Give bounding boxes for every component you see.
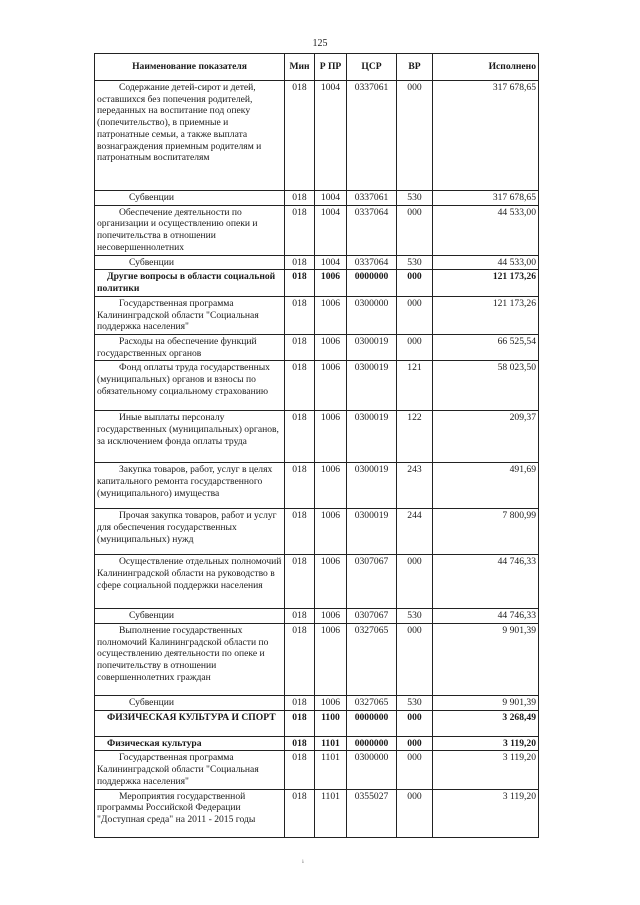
row-name-cell [95, 509, 285, 555]
row-vr-cell: 000 [397, 789, 433, 837]
table-row [95, 789, 539, 837]
row-amount-cell: 121 173,26 [433, 296, 539, 334]
row-name-text: Закупка товаров, работ, услуг в целях капитального ремонта государственного (муниципального) имущества [97, 464, 273, 499]
row-csr-cell: 0300019 [347, 361, 397, 411]
table-row [95, 205, 539, 255]
row-csr-cell: 0000000 [347, 736, 397, 751]
row-rpr-cell: 1006 [315, 463, 347, 509]
table-row [95, 509, 539, 555]
row-vr-cell: 000 [397, 296, 433, 334]
table-row [95, 463, 539, 509]
row-csr-cell: 0300000 [347, 296, 397, 334]
row-min-cell: 018 [285, 334, 315, 360]
table-header-row [95, 54, 539, 81]
table-row [95, 361, 539, 411]
row-amount-cell: 44 746,33 [433, 555, 539, 609]
row-min-cell: 018 [285, 191, 315, 206]
row-name-cell [95, 624, 285, 696]
row-csr-cell: 0327065 [347, 624, 397, 696]
row-amount-cell: 44 533,00 [433, 205, 539, 255]
row-vr-cell: 121 [397, 361, 433, 411]
row-amount-cell: 3 119,20 [433, 736, 539, 751]
row-rpr-cell: 1100 [315, 710, 347, 736]
row-name-text: Государственная программа Калининградской области "Социальная поддержка населения" [97, 752, 259, 787]
row-name-cell [95, 205, 285, 255]
row-rpr-cell: 1006 [315, 411, 347, 463]
column-header-rpr: Р ПР [315, 54, 347, 81]
row-csr-cell: 0355027 [347, 789, 397, 837]
row-name-cell [95, 411, 285, 463]
row-min-cell: 018 [285, 255, 315, 270]
row-min-cell: 018 [285, 270, 315, 296]
row-min-cell: 018 [285, 710, 315, 736]
row-min-cell: 018 [285, 81, 315, 191]
row-vr-cell: 000 [397, 751, 433, 789]
row-min-cell: 018 [285, 509, 315, 555]
row-name-cell [95, 555, 285, 609]
row-amount-cell: 7 800,99 [433, 509, 539, 555]
row-rpr-cell: 1006 [315, 509, 347, 555]
row-min-cell: 018 [285, 696, 315, 711]
row-amount-cell: 121 173,26 [433, 270, 539, 296]
row-vr-cell: 000 [397, 736, 433, 751]
row-vr-cell: 530 [397, 255, 433, 270]
row-min-cell: 018 [285, 736, 315, 751]
row-csr-cell: 0300000 [347, 751, 397, 789]
row-name-cell [95, 789, 285, 837]
row-csr-cell: 0327065 [347, 696, 397, 711]
row-csr-cell: 0300019 [347, 411, 397, 463]
row-vr-cell: 000 [397, 334, 433, 360]
row-amount-cell: 66 525,54 [433, 334, 539, 360]
row-name-text: Субвенции [129, 256, 174, 268]
page-number: 125 [312, 38, 328, 49]
row-rpr-cell: 1101 [315, 751, 347, 789]
row-csr-cell: 0000000 [347, 710, 397, 736]
row-min-cell: 018 [285, 751, 315, 789]
row-vr-cell: 122 [397, 411, 433, 463]
row-name-text: Субвенции [129, 610, 174, 622]
row-rpr-cell: 1006 [315, 624, 347, 696]
row-name-cell [95, 255, 285, 270]
row-amount-cell: 9 901,39 [433, 696, 539, 711]
row-vr-cell: 243 [397, 463, 433, 509]
row-name-cell [95, 296, 285, 334]
row-name-text: Обеспечение деятельности по организации и осуществлению опеки и попечительства в отношении несовершеннолетних [97, 206, 258, 253]
row-name-text: Осуществление отдельных полномочий Калининградской области на руководство в сфере социальной поддержки населения [97, 556, 282, 591]
table-row [95, 81, 539, 191]
column-header-vr: ВР [397, 54, 433, 81]
row-name-cell [95, 191, 285, 206]
row-vr-cell: 000 [397, 710, 433, 736]
row-name-text: Иные выплаты персоналу государственных (муниципальных) органов, за исключением фонда оплаты труда [97, 412, 279, 447]
row-name-cell [95, 270, 285, 296]
row-name-cell [95, 463, 285, 509]
row-min-cell: 018 [285, 624, 315, 696]
row-min-cell: 018 [285, 555, 315, 609]
row-rpr-cell: 1006 [315, 361, 347, 411]
row-amount-cell: 317 678,65 [433, 191, 539, 206]
row-amount-cell: 209,37 [433, 411, 539, 463]
row-csr-cell: 0337061 [347, 81, 397, 191]
row-name-cell [95, 751, 285, 789]
row-csr-cell: 0337064 [347, 255, 397, 270]
row-vr-cell: 530 [397, 609, 433, 624]
column-header-csr: ЦСР [347, 54, 397, 81]
row-amount-cell: 44 746,33 [433, 609, 539, 624]
table-row [95, 270, 539, 296]
row-rpr-cell: 1004 [315, 205, 347, 255]
row-amount-cell: 3 119,20 [433, 789, 539, 837]
table-row [95, 751, 539, 789]
table-row [95, 624, 539, 696]
table-row [95, 255, 539, 270]
row-vr-cell: 244 [397, 509, 433, 555]
row-amount-cell: 3 268,49 [433, 710, 539, 736]
row-name-cell [95, 361, 285, 411]
row-amount-cell: 9 901,39 [433, 624, 539, 696]
row-csr-cell: 0300019 [347, 334, 397, 360]
row-name-text: Государственная программа Калининградской области "Социальная поддержка населения" [97, 297, 259, 333]
row-vr-cell: 000 [397, 81, 433, 191]
row-name-text: Другие вопросы в области социальной политики [97, 271, 276, 295]
table-row [95, 296, 539, 334]
scan-mark: ⁱ [302, 858, 304, 868]
row-name-text: Субвенции [129, 697, 174, 709]
row-amount-cell: 44 533,00 [433, 255, 539, 270]
table-body [95, 81, 539, 838]
table-row [95, 696, 539, 711]
row-name-text: Мероприятия государственной программы Российской Федерации "Доступная среда" на 2011 - 2015 годы [97, 790, 256, 825]
row-amount-cell: 58 023,50 [433, 361, 539, 411]
row-amount-cell: 3 119,20 [433, 751, 539, 789]
row-name-cell [95, 81, 285, 191]
row-name-text: ФИЗИЧЕСКАЯ КУЛЬТУРА И СПОРТ [107, 711, 276, 723]
row-name-cell [95, 710, 285, 736]
row-rpr-cell: 1006 [315, 696, 347, 711]
row-name-text: Выполнение государственных полномочий Калининградской области по осуществлению деятельности по опеке и попечительству в отношении совершеннолетних граждан [97, 625, 269, 683]
row-vr-cell: 530 [397, 696, 433, 711]
row-rpr-cell: 1006 [315, 270, 347, 296]
table-row [95, 710, 539, 736]
row-name-text: Прочая закупка товаров, работ и услуг для обеспечения государственных (муниципальных) нужд [97, 510, 277, 545]
row-min-cell: 018 [285, 789, 315, 837]
row-csr-cell: 0000000 [347, 270, 397, 296]
row-rpr-cell: 1101 [315, 736, 347, 751]
table-row [95, 609, 539, 624]
budget-table [94, 53, 539, 838]
row-rpr-cell: 1004 [315, 191, 347, 206]
row-vr-cell: 000 [397, 624, 433, 696]
row-name-text: Физическая культура [107, 737, 202, 749]
row-csr-cell: 0307067 [347, 555, 397, 609]
row-vr-cell: 000 [397, 270, 433, 296]
row-amount-cell: 317 678,65 [433, 81, 539, 191]
row-vr-cell: 000 [397, 205, 433, 255]
row-min-cell: 018 [285, 361, 315, 411]
row-csr-cell: 0337061 [347, 191, 397, 206]
row-min-cell: 018 [285, 296, 315, 334]
row-min-cell: 018 [285, 463, 315, 509]
row-vr-cell: 530 [397, 191, 433, 206]
row-name-cell [95, 609, 285, 624]
table-row [95, 191, 539, 206]
table-row [95, 555, 539, 609]
column-header-name: Наименование показателя [95, 54, 285, 81]
row-amount-cell: 491,69 [433, 463, 539, 509]
row-name-text: Субвенции [129, 192, 174, 203]
table-row [95, 334, 539, 360]
row-csr-cell: 0337064 [347, 205, 397, 255]
row-rpr-cell: 1006 [315, 334, 347, 360]
table-row [95, 411, 539, 463]
row-rpr-cell: 1004 [315, 255, 347, 270]
row-rpr-cell: 1101 [315, 789, 347, 837]
row-min-cell: 018 [285, 205, 315, 255]
row-min-cell: 018 [285, 411, 315, 463]
row-name-cell [95, 736, 285, 751]
row-min-cell: 018 [285, 609, 315, 624]
row-csr-cell: 0300019 [347, 463, 397, 509]
row-csr-cell: 0300019 [347, 509, 397, 555]
row-csr-cell: 0307067 [347, 609, 397, 624]
column-header-amount: Исполнено [433, 54, 539, 81]
table-row [95, 736, 539, 751]
row-name-text: Фонд оплаты труда государственных (муниципальных) органов и взносы по обязательному социальному страхованию [97, 362, 270, 397]
row-rpr-cell: 1006 [315, 609, 347, 624]
row-name-cell [95, 334, 285, 360]
row-rpr-cell: 1006 [315, 296, 347, 334]
row-rpr-cell: 1004 [315, 81, 347, 191]
row-name-cell [95, 696, 285, 711]
row-name-text: Расходы на обеспечение функций государственных органов [97, 335, 257, 359]
row-vr-cell: 000 [397, 555, 433, 609]
row-name-text: Содержание детей-сирот и детей, оставшихся без попечения родителей, переданных на воспитание под опеку (попечительство), в приемные и патронатные семьи, а также выплата вознаграждения приемным родителям и патронатным воспитателям [97, 82, 262, 164]
column-header-min: Мин [285, 54, 315, 81]
row-rpr-cell: 1006 [315, 555, 347, 609]
